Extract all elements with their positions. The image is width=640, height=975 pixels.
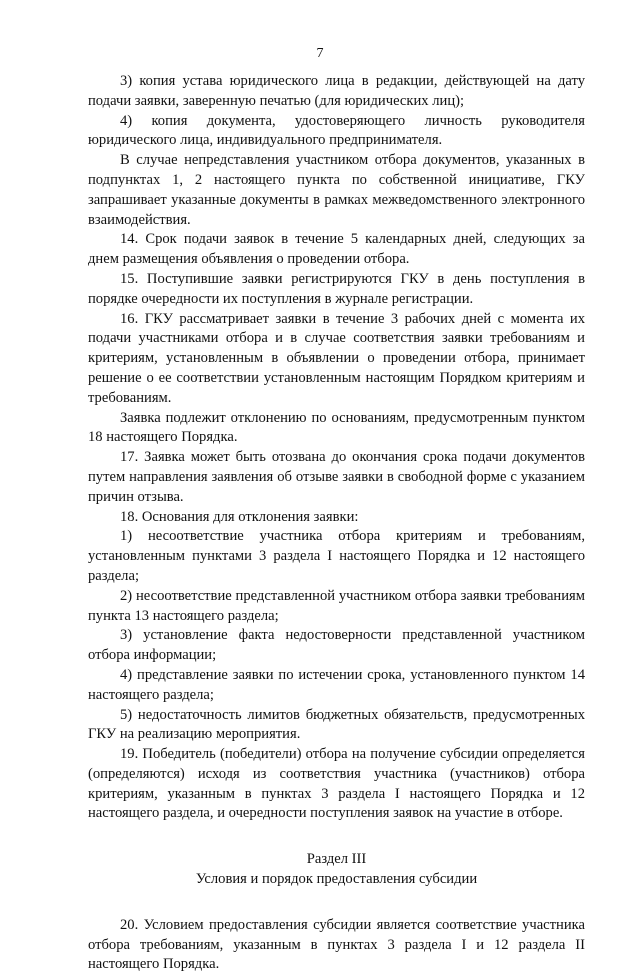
paragraph: 15. Поступившие заявки регистрируются ГКУ в день поступления в порядке очередности их поступления в журнале регистрации. [88, 270, 585, 307]
page-number: 7 [316, 46, 324, 61]
paragraph: 4) копия документа, удостоверяющего личность руководителя юридического лица, индивидуального предпринимателя. [88, 112, 585, 149]
paragraph: 14. Срок подачи заявок в течение 5 календарных дней, следующих за днем размещения объявления о проведении отбора. [88, 231, 585, 268]
document-body [88, 72, 585, 975]
paragraph: 19. Победитель (победители) отбора на получение субсидии определяется (определяются) исходя из соответствия участника (участников) отбора критериям, указанным в пунктах 3 раздела I настоящего Порядка и 12 настоящего раздела, и очередности поступления заявок на участие в отборе. [88, 746, 585, 822]
paragraph: 17. Заявка может быть отозвана до окончания срока подачи документов путем направления заявления об отзыве заявки в свободной форме с указанием причин отзыва. [88, 449, 585, 505]
paragraph: В случае непредставления участником отбора документов, указанных в подпунктах 1, 2 настоящего пункта по собственной инициативе, ГКУ запрашивает указанные документы в рамках межведомственного электронного взаимодействия. [88, 152, 585, 228]
section-title: Условия и порядок предоставления субсидии [195, 871, 478, 888]
paragraph: 2) несоответствие представленной участником отбора заявки требованиям пункта 13 настоящего раздела; [88, 587, 585, 624]
section-heading: Раздел III [306, 851, 367, 868]
paragraph: 3) копия устава юридического лица в редакции, действующей на дату подачи заявки, заверенную печатью (для юридических лиц); [88, 73, 585, 109]
paragraph: 4) представление заявки по истечении срока, установленного пунктом 14 настоящего раздела; [88, 666, 585, 703]
paragraph: 3) установление факта недостоверности представленной участником отбора информации; [88, 627, 585, 664]
paragraph: 20. Условием предоставления субсидии является соответствие участника отбора требованиям, указанным в пунктах 3 раздела I и 12 раздела II настоящего Порядка. [88, 916, 585, 973]
paragraph: Заявка подлежит отклонению по основаниям, предусмотренным пунктом 18 настоящего Порядка. [88, 409, 585, 446]
paragraph: 5) недостаточность лимитов бюджетных обязательств, предусмотренных ГКУ на реализацию мероприятия. [88, 706, 585, 743]
paragraph: 18. Основания для отклонения заявки: [120, 508, 359, 525]
paragraph: 1) несоответствие участника отбора критериям и требованиям, установленным пунктами 3 раздела I настоящего Порядка и 12 настоящего раздела; [88, 528, 585, 584]
paragraph: 16. ГКУ рассматривает заявки в течение 3 рабочих дней с момента их подачи участниками отбора и в случае соответствия заявки требованиям и критериям, установленным в объявлении о проведении отбора, принимает решение о ее соответствии установленным настоящим Порядком критериям и требованиям. [88, 310, 585, 406]
